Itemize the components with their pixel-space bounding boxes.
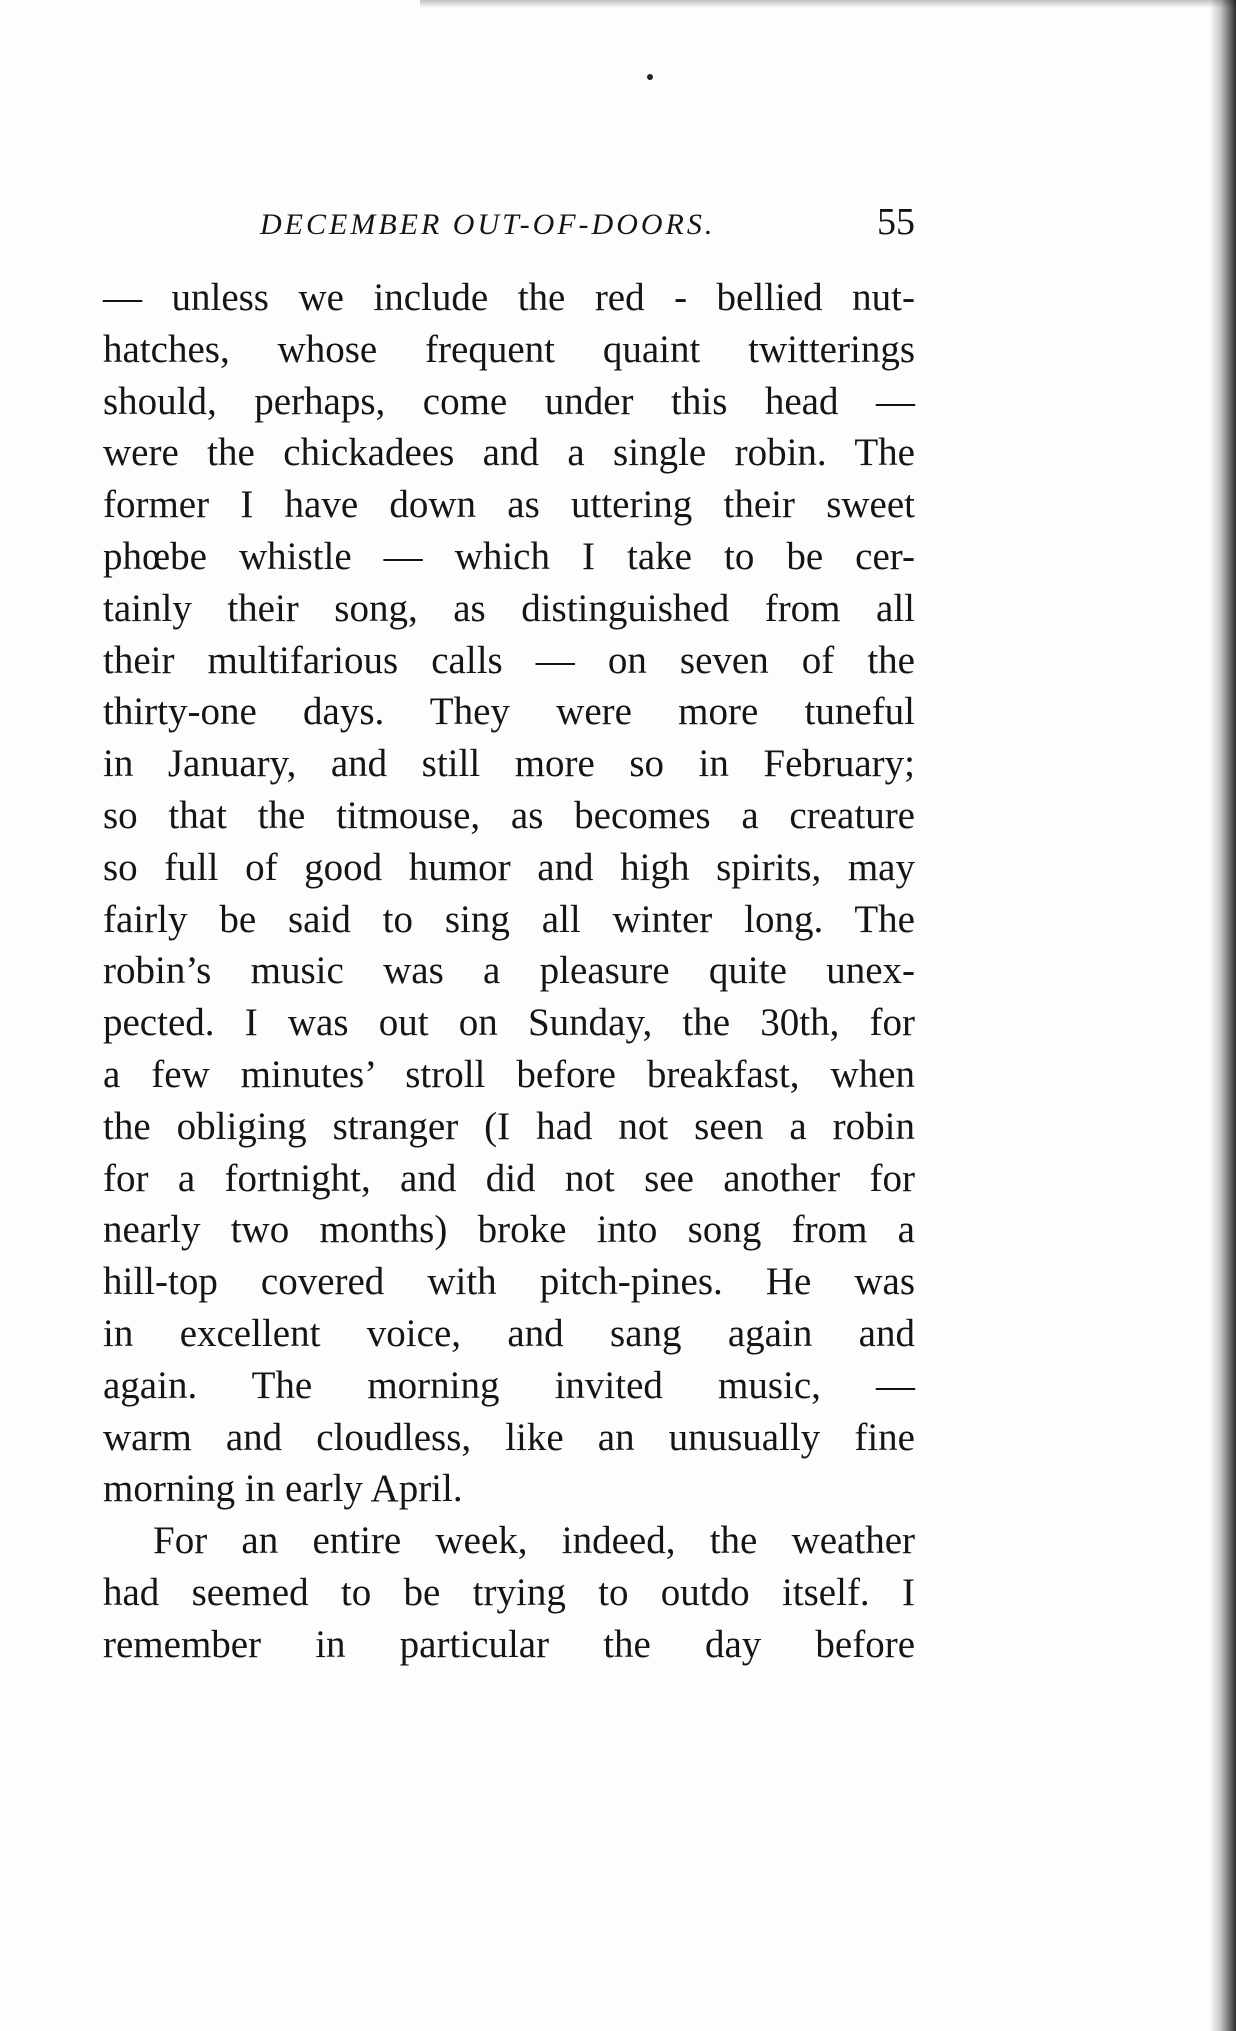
text-line: in January, and still more so in February; [103,742,915,786]
text-line: were the chickadees and a single robin. The [103,431,915,475]
text-line: should, perhaps, come under this head — [103,379,915,423]
running-title: DECEMBER OUT-OF-DOORS. [260,208,716,241]
text-line: hill-top covered with pitch-pines. He was [103,1260,915,1304]
running-head [100,200,915,248]
scan-edge-shadow [1210,0,1236,2031]
text-line: in excellent voice, and sang again and [103,1311,915,1355]
text-line: phœbe whistle — which I take to be cer- [103,534,915,578]
text-line: — unless we include the red - bellied nut- [103,276,915,319]
text-line: a few minutes’ stroll before breakfast, when [103,1052,915,1096]
page-number: 55 [877,201,915,243]
text-line: the obliging stranger (I had not seen a robin [103,1104,915,1148]
text-line: robin’s music was a pleasure quite unex- [103,949,915,993]
text-line: so full of good humor and high spirits, may [103,845,915,889]
text-line: remember in particular the day before [103,1622,915,1666]
text-line: so that the titmouse, as becomes a creature [103,793,915,837]
text-line: tainly their song, as distinguished from all [103,586,915,630]
text-line: former I have down as uttering their sweet [103,483,915,527]
text-line: hatches, whose frequent quaint twitterings [103,327,915,371]
page-speck [647,74,653,80]
text-line: pected. I was out on Sunday, the 30th, for [103,1001,915,1045]
text-line: again. The morning invited music, — [103,1363,915,1407]
body-text [103,272,915,1671]
text-line: morning in early April. [103,1467,463,1511]
text-line: for a fortnight, and did not see another for [103,1156,915,1200]
text-line: warm and cloudless, like an unusually fine [103,1415,915,1459]
scan-top-shadow [420,0,1236,8]
text-line: thirty-one days. They were more tuneful [103,690,915,734]
text-line: had seemed to be trying to outdo itself. I [103,1570,915,1614]
text-line: For an entire week, indeed, the weather [153,1519,915,1563]
text-line: their multifarious calls — on seven of the [103,638,915,682]
text-line: fairly be said to sing all winter long. The [103,897,915,941]
text-line: nearly two months) broke into song from a [103,1208,915,1252]
